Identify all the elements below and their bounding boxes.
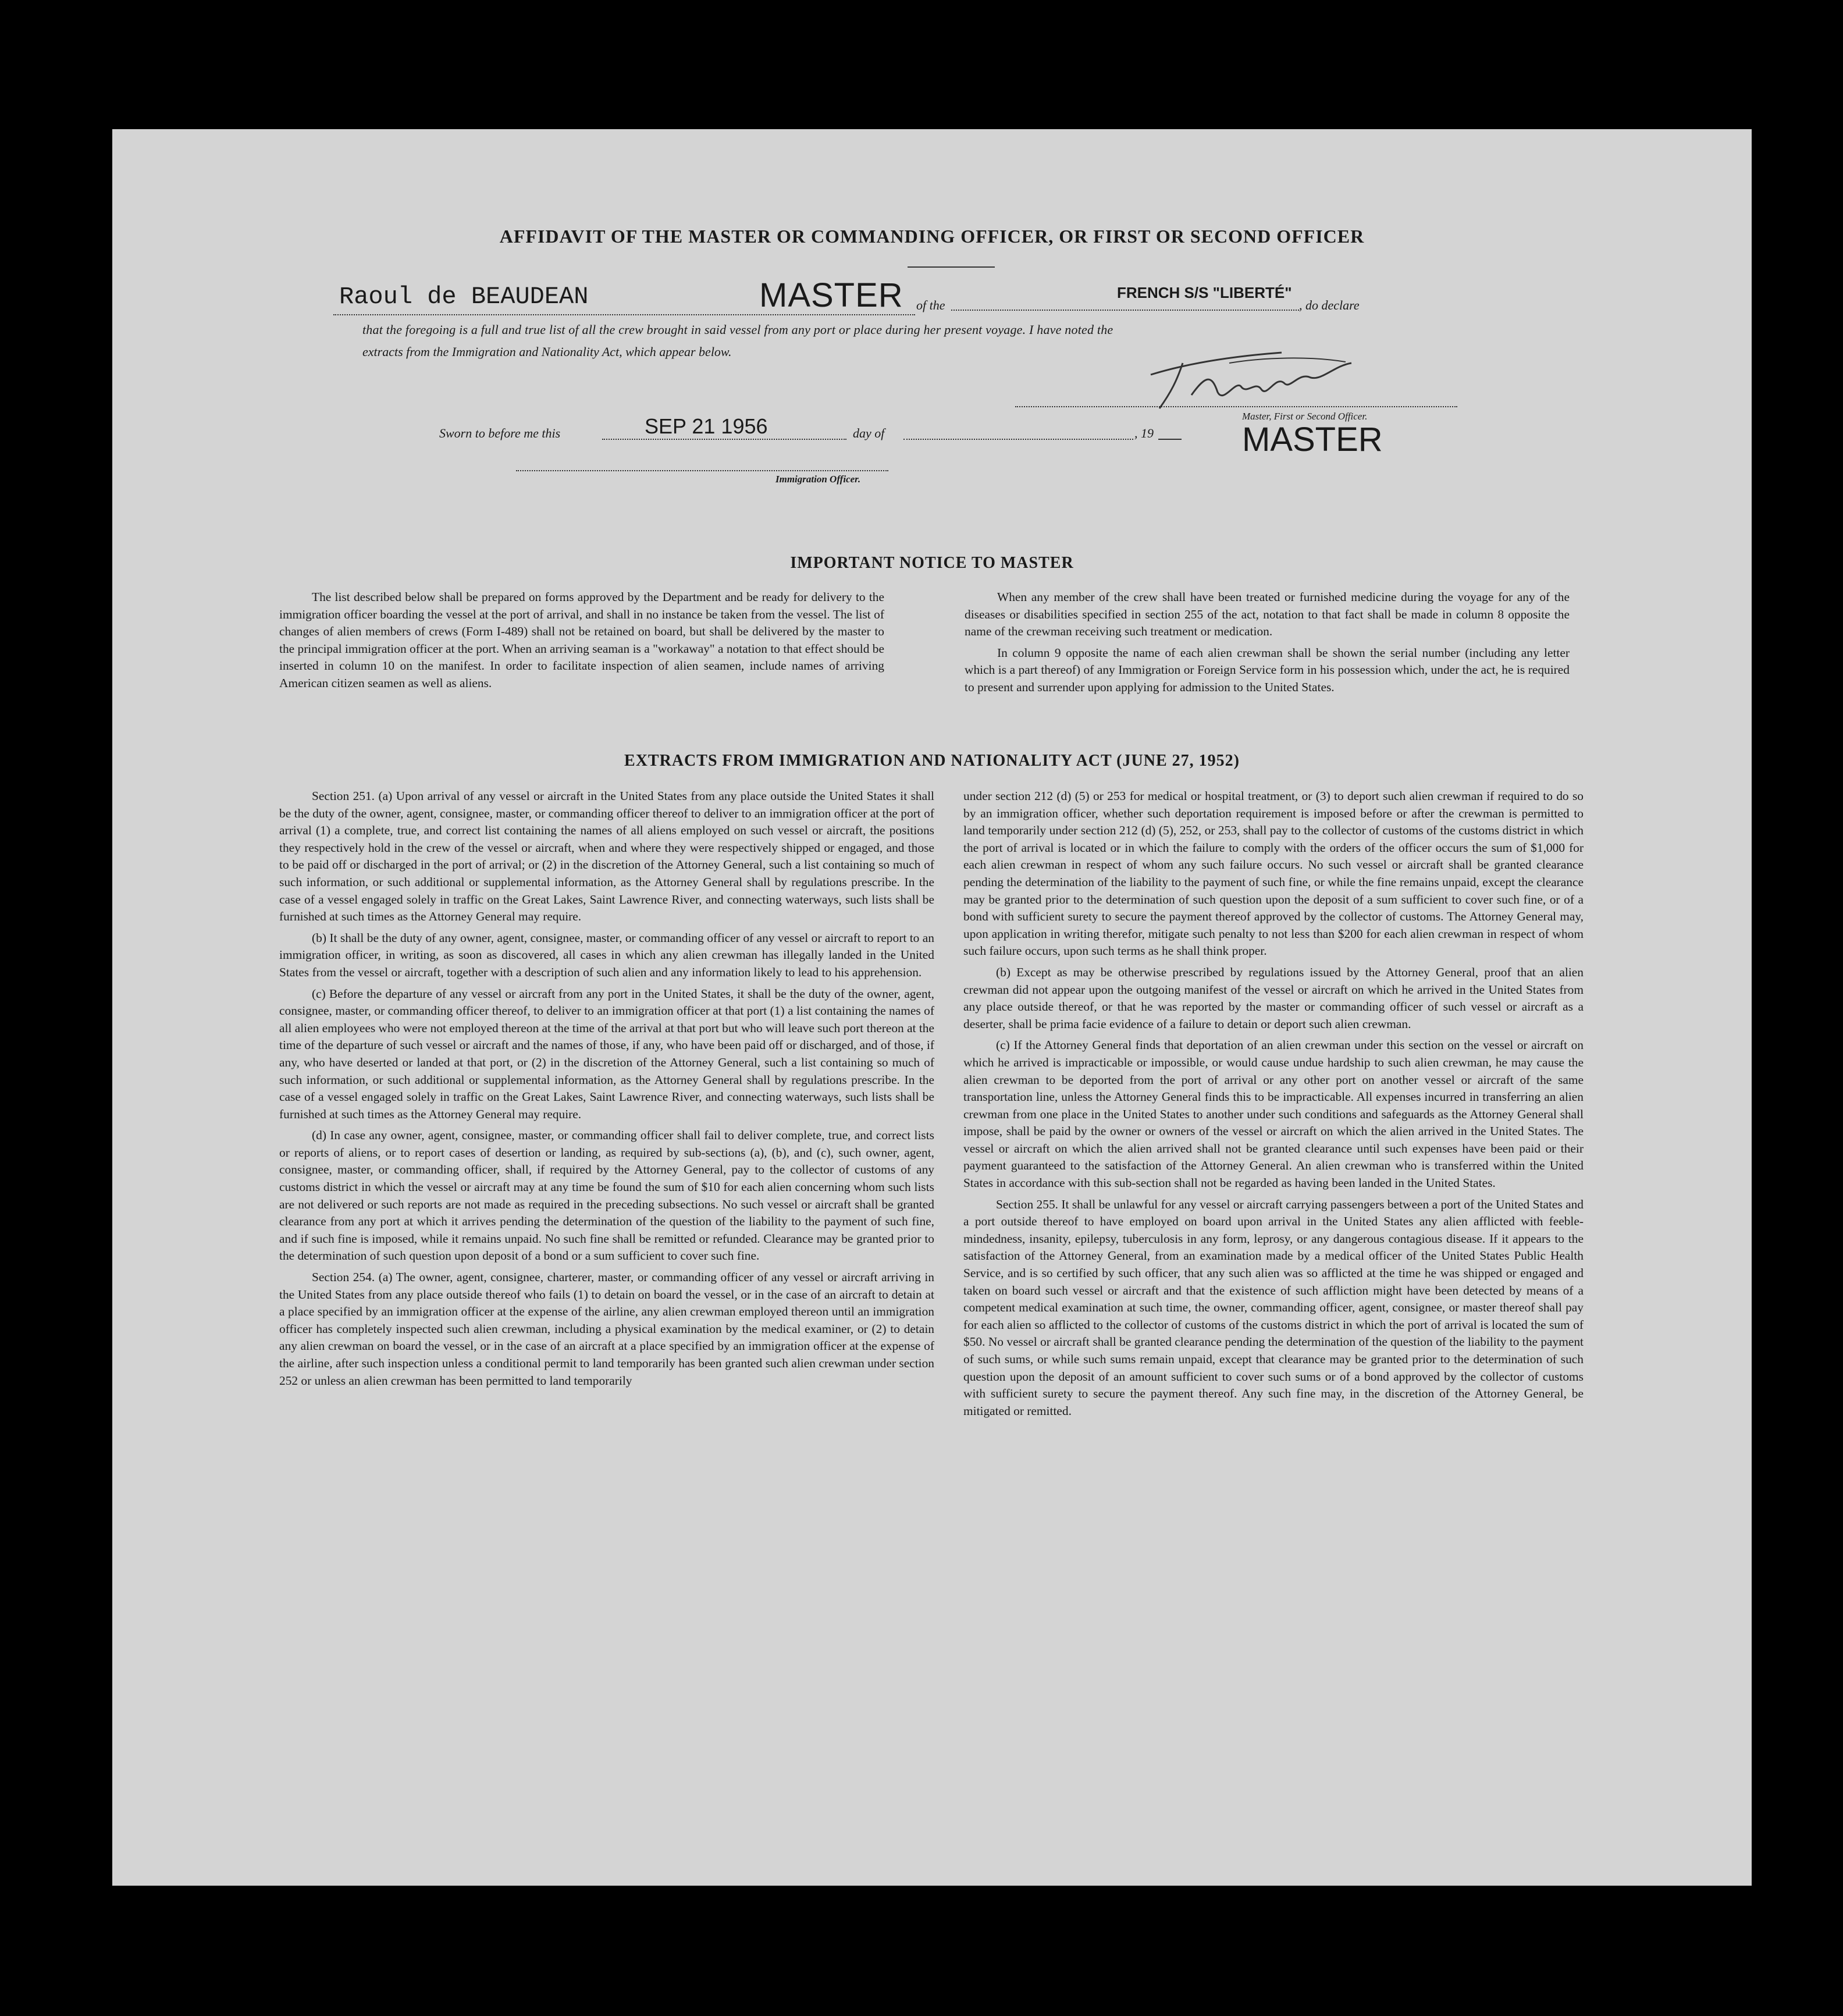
signer-stamp: MASTER — [1242, 421, 1383, 458]
document-page — [112, 129, 1752, 1886]
of-the-label: of the — [916, 298, 945, 312]
year-label: , 19 — [1134, 426, 1154, 440]
signature-line — [1015, 406, 1457, 407]
section-254-b: (b) Except as may be otherwise prescribed by regulations issued by the Attorney General, proof that an alien crewman did not appear upon the outgoing manifest of the vessel or aircraft on which he arrived in the United States from any place outside thereof, or that he was reported by the master or commanding officer of such vessel or aircraft as a deserter, shall be prima facie evidence of a failure to detain or deport such alien crewman. — [963, 965, 1584, 1031]
extracts-right-column — [963, 788, 1584, 1424]
section-251-c: (c) Before the departure of any vessel or aircraft from any port in the United States, it shall be the duty of the owner, agent, consignee, master, or commanding officer thereof, to deliver to an immigration officer at that port (1) a list containing the names of all alien employees who were not employed thereon at the time of the arrival at that port but who will leave such port thereon at the time of the departure of such vessel or aircraft and the names of those, if any, who have been paid off or discharged, and of those, if any, who have deserted or landed at that port, or (2) in the discretion of the Attorney General, such a list containing so much of such information, or such additional or supplemental information, as the Attorney General shall by regulations prescribe. In the case of a vessel engaged solely in traffic on the Great Lakes, Saint Lawrence River, and connecting waterways, such lists shall be furnished at such times as the Attorney General may require. — [279, 986, 934, 1121]
section-251-a: Section 251. (a) Upon arrival of any vessel or aircraft in the United States from any place outside the United States it shall be the duty of the owner, agent, consignee, master, or commanding officer thereof to deliver to an immigration officer at the port of arrival (1) a complete, true, and correct list containing the names of all aliens employed on such vessel or aircraft, the positions they respectively hold in the crew of the vessel or aircraft, when and where they were respectively shipped or engaged, and those to be paid off or discharged in the port of arrival; or (2) in the discretion of the Attorney General, such a list containing so much of such information, or such additional or supplemental information, as the Attorney General shall by regulations prescribe. In the case of a vessel engaged solely in traffic on the Great Lakes, Saint Lawrence River, and connecting waterways, such lists shall be furnished at such times as the Attorney General may require. — [279, 789, 934, 924]
sworn-date-stamp: SEP 21 1956 — [645, 414, 768, 438]
day-of-label: day of — [853, 426, 885, 440]
notice-left-column — [279, 589, 884, 696]
master-name: Raoul de BEAUDEAN — [339, 283, 589, 311]
extracts-left-column — [279, 788, 934, 1393]
vessel-name: FRENCH S/S "LIBERTÉ" — [1117, 284, 1292, 301]
master-name-line — [333, 314, 915, 315]
year-line — [1158, 439, 1182, 440]
officer-signature-line — [516, 470, 888, 471]
notice-right-column — [965, 589, 1570, 701]
notice-right-paragraph-1: When any member of the crew shall have been treated or furnished medicine during the voyage for any of the diseases or disabilities specified in section 255 of the act, notation to that fact shall be made in column 8 opposite the name of the crewman receiving such treatment or medication. — [965, 590, 1570, 639]
signer-label: Master, First or Second Officer. — [1242, 411, 1368, 422]
section-251-d: (d) In case any owner, agent, consignee, master, or commanding officer shall fail to deliver complete, true, and correct lists or reports of aliens, or to report cases of desertion or landing, as required by sub-sections (a), (b), and (c), such owner, agent, consignee, master, or commanding officer, shall, if required by the Attorney General, pay to the collector of customs of any customs district in which the vessel or aircraft may at any time be found the sum of $10 for each alien concerning whom such lists are not delivered or such reports are not made as required in the preceding subsections. No such vessel or aircraft shall be granted clearance from any port at which it arrives pending the determination of the question of the liability to the payment of such fine, and if such fine is imposed, while it remains unpaid. No such fine shall be remitted or refunded. Clearance may be granted prior to the determination of such question upon deposit of a bond or a sum sufficient to cover such fine. — [279, 1128, 934, 1263]
month-line — [903, 439, 1133, 440]
sworn-date-line — [602, 439, 846, 440]
section-254-a: Section 254. (a) The owner, agent, consignee, charterer, master, or commanding officer of any vessel or aircraft arriving in the United States from any place outside thereof who fails (1) to detain on board the vessel, or in the case of an aircraft to detain at a place specified by an immigration officer at the expense of the airline, any alien crewman employed thereon until an immigration officer has completely inspected such alien crewman, including a physical examination by the medical examiner, or (2) to detain any alien crewman on board the vessel, or in the case of an aircraft at a place specified by an immigration officer at the expense of the airline, after such inspection unless a conditional permit to land temporarily has been granted such alien crewman under section 252 or unless an alien crewman has been permitted to land temporarily — [279, 1270, 934, 1388]
vessel-line — [951, 310, 1299, 311]
affidavit-statement-line1: that the foregoing is a full and true list of all the crew brought in said vessel from any port or place during her present voyage. I have noted the — [362, 322, 1113, 337]
affidavit-title: AFFIDAVIT OF THE MASTER OR COMMANDING OFFICER, OR FIRST OR SECOND OFFICER — [499, 226, 1365, 247]
section-254-a-continued: under section 212 (d) (5) or 253 for medical or hospital treatment, or (3) to deport such alien crewman if required to do so by an immigration officer, whether such deportation requirement is imposed before or after the crewman is permitted to land temporarily under section 212 (d) (5), 252, or 253, shall pay to the collector of customs of the customs district in which the port of arrival is located or in which the failure to comply with the orders of the officer occurs the sum of $1,000 for each alien crewman in respect of whom any such failure occurs. No such vessel or aircraft shall be granted clearance pending the determination of the liability to the payment of such fine, or while the fine remains unpaid, except the clearance may be granted prior to the determination of such question upon the deposit of a sum sufficient to cover such fine, or of a bond with sufficient surety to secure the payment thereof approved by the collector of customs. The Attorney General may, upon application in writing therefor, mitigate such penalty to not less than $200 for each alien crewman in respect of whom such failure occurs, upon such terms as he shall think proper. — [963, 789, 1584, 958]
section-254-c: (c) If the Attorney General finds that deportation of an alien crewman under this section on the vessel or aircraft on which he arrived is impracticable or impossible, or would cause undue hardship to such alien crewman, he may cause the alien crewman to be deported from the port of arrival or any other port on another vessel or aircraft of the same transportation line, unless the Attorney General finds this to be impracticable. All expenses incurred in transferring an alien crewman from one place in the United States to another under such conditions and safeguards as the Attorney General shall impose, shall be paid by the owner or owners of the vessel or aircraft on which the alien arrived in the United States. The vessel or aircraft on which the alien arrived shall not be granted clearance until such expenses have been paid or their payment guaranteed to the satisfaction of the Attorney General. An alien crewman who is transferred within the United States in accordance with this sub-section shall not be regarded as having been landed in the United States. — [963, 1038, 1584, 1190]
affidavit-statement-line2: extracts from the Immigration and Nationality Act, which appear below. — [362, 344, 732, 359]
section-255: Section 255. It shall be unlawful for any vessel or aircraft carrying passengers between a port of the United States and a port outside thereof to have employed on board upon arrival in the United States any alien afflicted with feeble-mindedness, insanity, epilepsy, tuberculosis in any form, leprosy, or any dangerous contagious disease. If it appears to the satisfaction of the Attorney General, from an examination made by a medical officer of the United States Public Health Service, and is so certified by such officer, that any such alien was so afflicted at the time he was shipped or engaged and taken on board such vessel or aircraft and that the existence of such affliction might have been detected by means of a competent medical examination at such time, the owner, commanding officer, agent, consignee, or master thereof shall pay for each alien so afflicted to the collector of customs of the customs district in which the port of arrival is located the sum of $50. No vessel or aircraft shall be granted clearance pending the determination of the question of the liability to the payment of such sums, or while such sums remain unpaid, except that clearance may be granted prior to the determination of such question upon the deposit of an amount sufficient to cover such sums or of a bond approved by the collector of customs with sufficient surety to secure the payment thereof. Any such fine may, in the discretion of the Attorney General, be mitigated or remitted. — [963, 1197, 1584, 1418]
notice-title: IMPORTANT NOTICE TO MASTER — [790, 554, 1074, 572]
title-rule — [908, 266, 995, 268]
officer-label: Immigration Officer. — [775, 474, 861, 485]
extracts-title: EXTRACTS FROM IMMIGRATION AND NATIONALITY ACT (JUNE 27, 1952) — [624, 752, 1240, 770]
notice-left-paragraph: The list described below shall be prepared on forms approved by the Department and be ready for delivery to the immigration officer boarding the vessel at the port of arrival, and shall in no instance be taken from the vessel. The list of changes of alien members of crews (Form I-489) shall not be retained on board, but shall be delivered by the master to the principal immigration officer at the port. When an arriving seaman is a "workaway" a notation to that effect should be inserted in column 10 on the manifest. In order to facilitate inspection of alien seamen, include names of arriving American citizen seamen as well as aliens. — [279, 590, 884, 690]
do-declare-label: , do declare — [1299, 298, 1360, 312]
master-title-stamp: MASTER — [759, 276, 903, 314]
sworn-label: Sworn to before me this — [439, 426, 561, 440]
section-251-b: (b) It shall be the duty of any owner, agent, consignee, master, or commanding officer of any vessel or aircraft to report to an immigration officer, in writing, as soon as discovered, all cases in which any alien crewman has illegally landed in the United States from the vessel or aircraft, together with a description of such alien and any information likely to lead to his apprehension. — [279, 930, 934, 979]
notice-right-paragraph-2: In column 9 opposite the name of each alien crewman shall be shown the serial number (including any letter which is a part thereof) of any Immigration or Foreign Service form in his possession which, under the act, he is required to present and surrender upon applying for admission to the United States. — [965, 645, 1570, 694]
